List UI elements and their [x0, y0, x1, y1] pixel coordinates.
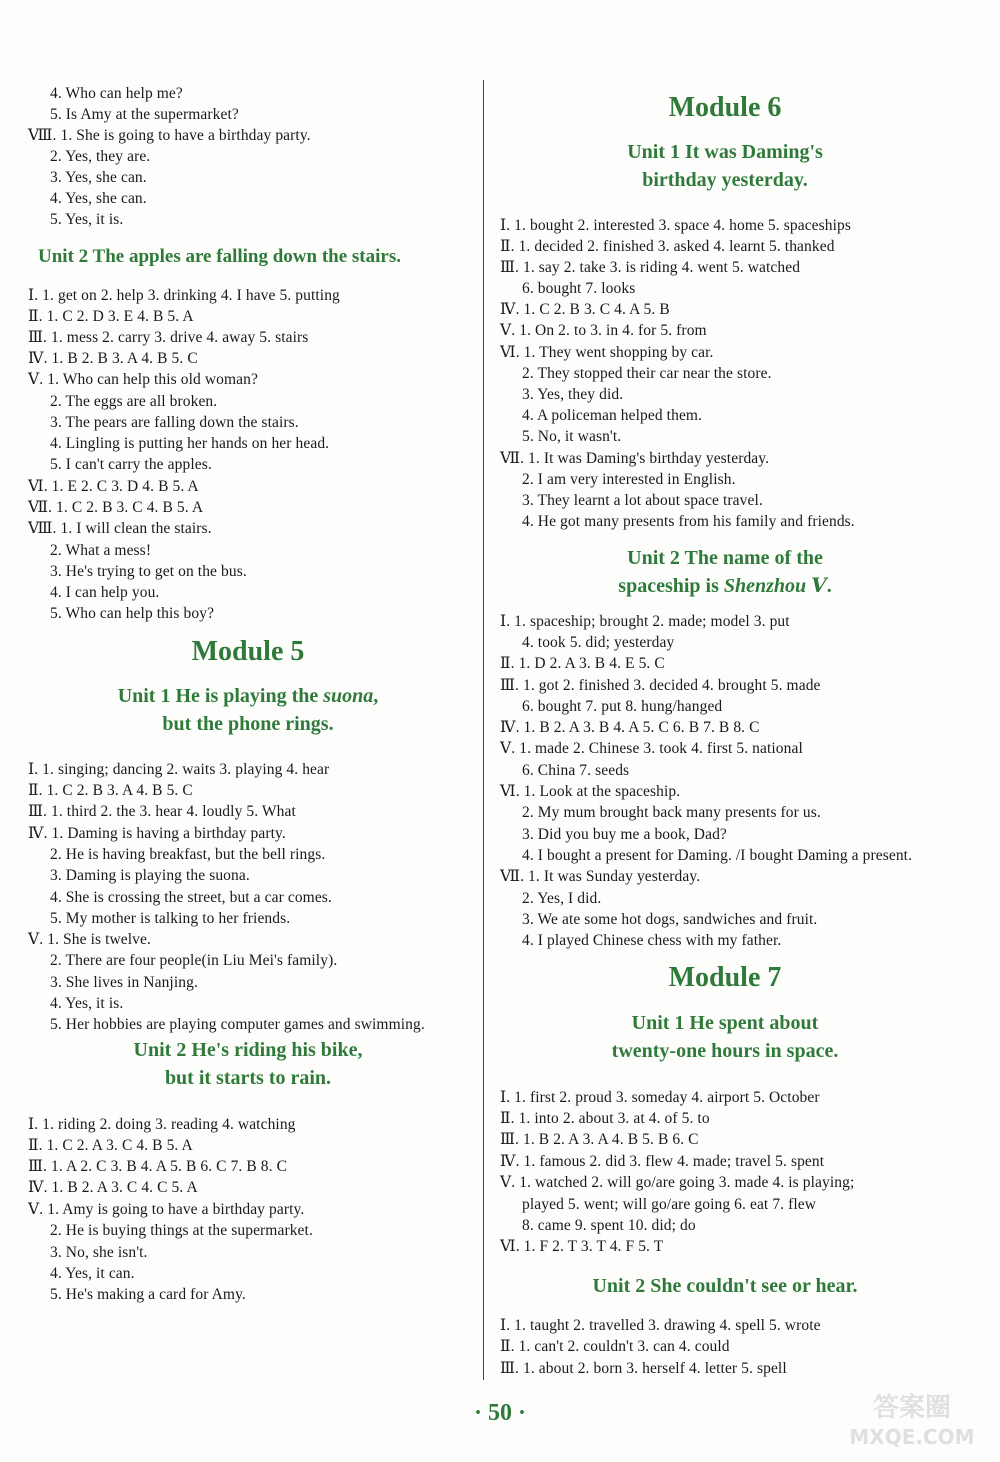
answer-line: 3. We ate some hot dogs, sandwiches and fruit.: [522, 911, 818, 928]
answer-line: 2. What a mess!: [50, 542, 152, 559]
answer-line: 2. There are four people(in Liu Mei's family).: [50, 952, 338, 969]
unit-title-m6u1: Unit 1 It was Daming's: [627, 141, 823, 163]
answer-line: Ⅵ. 1. E 2. C 3. D 4. B 5. A: [28, 478, 199, 495]
unit-title-m5u1: [28, 682, 468, 710]
column-divider: [483, 80, 484, 1380]
module-title-5: Module 5: [191, 636, 305, 667]
answer-line: 4. Yes, it is.: [50, 995, 124, 1012]
answer-line: 4. Yes, it can.: [50, 1265, 135, 1282]
answer-line: Ⅵ. 1. F 2. T 3. T 4. F 5. T: [500, 1238, 664, 1255]
unit-title-text: ,: [373, 685, 379, 707]
answer-line: Ⅰ. 1. singing; dancing 2. waits 3. playing 4. hear: [28, 761, 330, 778]
unit-title-m7u1-line2: twenty-one hours in space.: [611, 1040, 839, 1062]
answer-line: Ⅷ. 1. I will clean the stairs.: [28, 520, 212, 537]
answer-line: 4. Lingling is putting her hands on her head.: [50, 435, 330, 452]
answer-line: 8. came 9. spent 10. did; do: [522, 1217, 696, 1234]
answer-line: 2. The eggs are all broken.: [50, 393, 218, 410]
answer-line: Ⅵ. 1. Look at the spaceship.: [500, 783, 681, 800]
answer-line: Ⅵ. 1. They went shopping by car.: [500, 344, 714, 361]
answer-line: 5. Her hobbies are playing computer games and swimming.: [50, 1016, 425, 1033]
answer-line: Ⅱ. 1. decided 2. finished 3. asked 4. learnt 5. thanked: [500, 238, 835, 255]
answer-line: Ⅰ. 1. bought 2. interested 3. space 4. home 5. spaceships: [500, 217, 852, 234]
answer-line: 2. He is buying things at the supermarket.: [50, 1222, 313, 1239]
answer-line: Ⅲ. 1. say 2. take 3. is riding 4. went 5. watched: [500, 259, 801, 276]
answer-line: Ⅳ. 1. famous 2. did 3. flew 4. made; travel 5. spent: [500, 1153, 825, 1170]
unit-title-m7u1: Unit 1 He spent about: [631, 1012, 819, 1034]
unit-title-text: spaceship is: [618, 575, 724, 597]
answer-line: Ⅳ. 1. B 2. B 3. A 4. B 5. C: [28, 350, 198, 367]
answer-line: 6. bought 7. put 8. hung/hanged: [522, 698, 723, 715]
answer-line: 4. Yes, she can.: [50, 190, 147, 207]
answer-line: 2. Yes, they are.: [50, 148, 151, 165]
answer-line: Ⅰ. 1. get on 2. help 3. drinking 4. I have 5. putting: [28, 287, 340, 304]
unit-title-m5u1-line2: but the phone rings.: [162, 713, 334, 735]
unit-title-m6u1-line2: birthday yesterday.: [642, 169, 808, 191]
answer-line: Ⅳ. 1. B 2. A 3. C 4. C 5. A: [28, 1179, 198, 1196]
answer-line: 6. China 7. seeds: [522, 762, 630, 779]
answer-line: 2. Yes, I did.: [522, 890, 602, 907]
answer-line: 5. My mother is talking to her friends.: [50, 910, 291, 927]
answer-line: Ⅴ. 1. Who can help this old woman?: [28, 371, 258, 388]
answer-line: 6. bought 7. looks: [522, 280, 636, 297]
answer-line: Ⅶ. 1. C 2. B 3. C 4. B 5. A: [28, 499, 204, 516]
answer-line: 4. I bought a present for Daming. /I bought Daming a present.: [522, 847, 913, 864]
answer-line: Ⅲ. 1. got 2. finished 3. decided 4. brought 5. made: [500, 677, 821, 694]
answer-line: 4. took 5. did; yesterday: [522, 634, 675, 651]
watermark-han: 答案圈: [872, 1393, 952, 1423]
answer-line: 4. He got many presents from his family and friends.: [522, 513, 855, 530]
answer-line: Ⅱ. 1. C 2. A 3. C 4. B 5. A: [28, 1137, 193, 1154]
answer-line: Ⅱ. 1. C 2. D 3. E 4. B 5. A: [28, 308, 194, 325]
answer-line: 2. I am very interested in English.: [522, 471, 736, 488]
answer-line: 4. I can help you.: [50, 584, 160, 601]
answer-line: 5. Who can help this boy?: [50, 605, 215, 622]
answer-line: Ⅰ. 1. spaceship; brought 2. made; model 3. put: [500, 613, 790, 630]
unit-title-m4u2: Unit 2 The apples are falling down the stairs.: [38, 246, 401, 267]
answer-line: 4. A policeman helped them.: [522, 407, 703, 424]
page-number: · 50 ·: [473, 1400, 526, 1426]
right-column: [500, 0, 950, 1400]
unit-title-m5u2-line2: but it starts to rain.: [164, 1067, 332, 1089]
unit-title-italic: suona: [323, 685, 374, 707]
unit-title-m5u2: Unit 2 He's riding his bike,: [133, 1039, 363, 1061]
answer-line: Ⅶ. 1. It was Sunday yesterday.: [500, 868, 701, 885]
answer-line: 3. They learnt a lot about space travel.: [522, 492, 763, 509]
answer-line: 3. She lives in Nanjing.: [50, 974, 198, 991]
answer-line: Ⅴ. 1. She is twelve.: [28, 931, 151, 948]
answer-line: 2. My mum brought back many presents for us.: [522, 804, 821, 821]
answer-line: Ⅴ. 1. made 2. Chinese 3. took 4. first 5. national: [500, 740, 803, 757]
answer-line: 4. Who can help me?: [50, 85, 183, 102]
answer-line: 3. Daming is playing the suona.: [50, 867, 250, 884]
answer-line: Ⅲ. 1. about 2. born 3. herself 4. letter 5. spell: [500, 1360, 787, 1377]
answer-line: Ⅰ. 1. riding 2. doing 3. reading 4. watching: [28, 1116, 296, 1133]
answer-line: Ⅰ. 1. first 2. proud 3. someday 4. airport 5. October: [500, 1089, 820, 1106]
answer-line: 2. He is having breakfast, but the bell rings.: [50, 846, 326, 863]
watermark-text: MXQE.COM: [849, 1425, 975, 1449]
answer-line: played 5. went; will go/are going 6. eat 7. flew: [522, 1196, 817, 1213]
answer-line: Ⅱ. 1. D 2. A 3. B 4. E 5. C: [500, 655, 665, 672]
answer-line: 5. No, it wasn't.: [522, 428, 622, 445]
answer-line: Ⅲ. 1. A 2. C 3. B 4. A 5. B 6. C 7. B 8. C: [28, 1158, 288, 1175]
answer-line: 3. No, she isn't.: [50, 1244, 148, 1261]
answer-line: 5. Yes, it is.: [50, 211, 124, 228]
answer-line: 3. Yes, they did.: [522, 386, 624, 403]
answer-line: Ⅱ. 1. C 2. B 3. A 4. B 5. C: [28, 782, 193, 799]
answer-line: 3. He's trying to get on the bus.: [50, 563, 247, 580]
answer-line: Ⅱ. 1. can't 2. couldn't 3. can 4. could: [500, 1338, 730, 1355]
answer-line: Ⅳ. 1. Daming is having a birthday party.: [28, 825, 286, 842]
answer-line: 5. Is Amy at the supermarket?: [50, 106, 239, 123]
unit-title-text: Unit 1 He is playing the: [117, 685, 324, 707]
answer-line: Ⅳ. 1. C 2. B 3. C 4. A 5. B: [500, 301, 670, 318]
unit-title-m6u2-line2: [500, 572, 950, 600]
answer-line: Ⅱ. 1. into 2. about 3. at 4. of 5. to: [500, 1110, 710, 1127]
answer-line: Ⅲ. 1. mess 2. carry 3. drive 4. away 5. stairs: [28, 329, 309, 346]
answer-line: 3. The pears are falling down the stairs.: [50, 414, 299, 431]
answer-line: 4. She is crossing the street, but a car comes.: [50, 889, 332, 906]
unit-title-m6u2: Unit 2 The name of the: [627, 547, 823, 569]
watermark-logo: [842, 1382, 982, 1452]
answer-line: Ⅴ. 1. Amy is going to have a birthday party.: [28, 1201, 305, 1218]
answer-line: Ⅰ. 1. taught 2. travelled 3. drawing 4. spell 5. wrote: [500, 1317, 821, 1334]
unit-title-text: .: [826, 575, 832, 597]
answer-line: 5. He's making a card for Amy.: [50, 1286, 246, 1303]
answer-line: Ⅶ. 1. It was Daming's birthday yesterday.: [500, 450, 770, 467]
module-title-6: Module 6: [668, 92, 782, 123]
answer-line: 3. Yes, she can.: [50, 169, 147, 186]
answer-line: 5. I can't carry the apples.: [50, 456, 212, 473]
answer-line: Ⅷ. 1. She is going to have a birthday party.: [28, 127, 311, 144]
unit-title-italic: Shenzhou Ⅴ: [723, 575, 827, 597]
module-title-7: Module 7: [668, 962, 782, 993]
answer-line: Ⅲ. 1. B 2. A 3. A 4. B 5. B 6. C: [500, 1131, 699, 1148]
answer-line: Ⅲ. 1. third 2. the 3. hear 4. loudly 5. What: [28, 803, 296, 820]
answer-line: Ⅴ. 1. watched 2. will go/are going 3. made 4. is playing;: [500, 1174, 855, 1191]
unit-title-m7u2: Unit 2 She couldn't see or hear.: [592, 1275, 858, 1297]
answer-line: Ⅴ. 1. On 2. to 3. in 4. for 5. from: [500, 322, 707, 339]
answer-line: 3. Did you buy me a book, Dad?: [522, 826, 727, 843]
left-column: [28, 0, 468, 1400]
answer-line: 4. I played Chinese chess with my father.: [522, 932, 782, 949]
answer-line: Ⅳ. 1. B 2. A 3. B 4. A 5. C 6. B 7. B 8. C: [500, 719, 760, 736]
answer-line: 2. They stopped their car near the store.: [522, 365, 772, 382]
